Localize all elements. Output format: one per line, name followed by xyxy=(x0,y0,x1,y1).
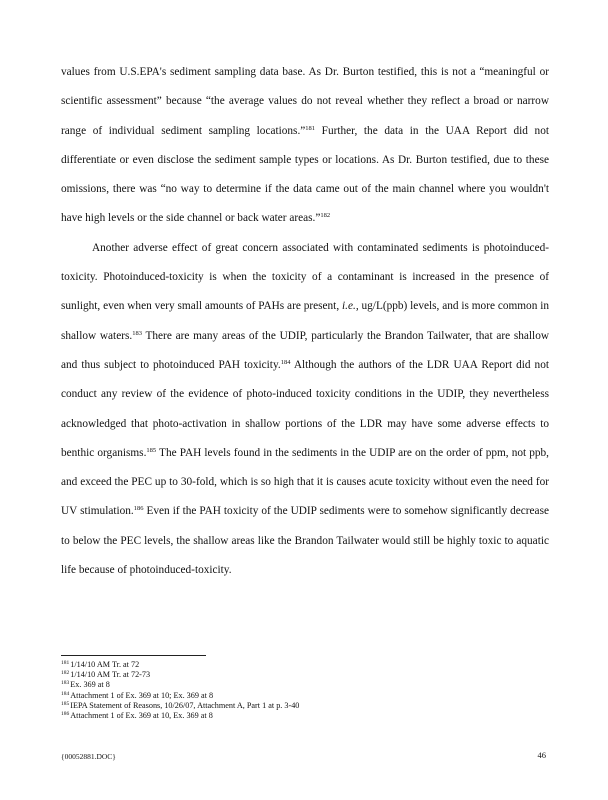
text-run: values from U.S.EPA's sediment sampling data base. As Dr. Burton testified, this is not a “meaningful or scientific assessment” because “the average values do not reveal whether they reflect a broad or narrow range of individual sediment sampling locations.” xyxy=(61,66,549,137)
footnotes xyxy=(61,660,541,721)
footnote-text: 1/14/10 AM Tr. at 72-73 xyxy=(70,670,151,680)
footnote-ref: 183 xyxy=(132,329,142,337)
text-run: Even if the PAH toxicity of the UDIP sediments were to somehow significantly decrease to below the PEC levels, the shallow areas like the Brandon Tailwater would still be highly toxic to aquatic life because of photoinduced-toxicity. xyxy=(61,505,549,577)
footnote-text: Attachment 1 of Ex. 369 at 10, Ex. 369 at 8 xyxy=(70,711,213,721)
footnote-number: 184 xyxy=(61,690,70,697)
footnote-ref: 185 xyxy=(146,446,157,454)
text-run: Another adverse effect of great concern associated with contaminated sediments is photoinduced-toxicity. Photoinduced-toxicity is when the toxicity of a contaminant is increased in the presence of sunlight, even when very small amounts of PAHs are present, xyxy=(61,241,549,313)
footnote-text: Ex. 369 at 8 xyxy=(70,680,110,690)
paragraph xyxy=(61,234,549,586)
footnote-ref: 186 xyxy=(133,505,144,513)
footnote-ref: 184 xyxy=(280,358,291,366)
text-run: The PAH levels found in the sediments in the UDIP are on the order of ppm, not ppb, and exceed the PEC up to 30-fold, which is so high that it is causes acute toxicity without even the need for UV stimulation. xyxy=(61,446,549,518)
footnote xyxy=(61,701,541,711)
footnote xyxy=(61,691,541,701)
text-run: ug/L(ppb) levels, and is more common in shallow waters. xyxy=(61,300,549,342)
footnote-number: 186 xyxy=(61,711,70,718)
footnote-number: 183 xyxy=(61,680,70,687)
footnote-number: 185 xyxy=(61,700,70,707)
footnote-number: 182 xyxy=(61,670,70,677)
footnote-text: IEPA Statement of Reasons, 10/26/07, Attachment A, Part 1 at p. 3-40 xyxy=(70,700,300,710)
footnote-ref: 182 xyxy=(320,212,331,220)
italic-text: i.e., xyxy=(342,300,359,313)
footnote xyxy=(61,680,541,690)
page-number: 46 xyxy=(537,750,546,760)
document-id: {00052881.DOC} xyxy=(61,752,116,761)
text-run: There are many areas of the UDIP, particularly the Brandon Tailwater, that are shallow and thus subject to photoinduced PAH toxicity. xyxy=(61,329,549,371)
footnote-divider xyxy=(61,655,206,656)
footnote xyxy=(61,711,541,721)
footnote xyxy=(61,660,541,670)
footnote-ref: 181 xyxy=(305,124,316,132)
text-run: Further, the data in the UAA Report did not differentiate or even disclose the sediment sample types or locations. As Dr. Burton testified, due to these omissions, there was “no way to determine if the data came out of the main channel where you wouldn't have high levels or the side channel or back water areas.” xyxy=(61,124,549,225)
footnote-number: 181 xyxy=(61,660,70,666)
footnote-text: 1/14/10 AM Tr. at 72 xyxy=(70,660,140,669)
text-run: Although the authors of the LDR UAA Report did not conduct any review of the evidence of photo-induced toxicity conditions in the UDIP, they nevertheless acknowledged that photo-activation in shallow portions of the LDR may have some adverse effects to benthic organisms. xyxy=(61,358,549,459)
paragraph xyxy=(61,58,549,234)
body-text xyxy=(61,58,549,585)
footnote xyxy=(61,670,541,680)
footnote-text: Attachment 1 of Ex. 369 at 10; Ex. 369 at 8 xyxy=(70,690,214,700)
